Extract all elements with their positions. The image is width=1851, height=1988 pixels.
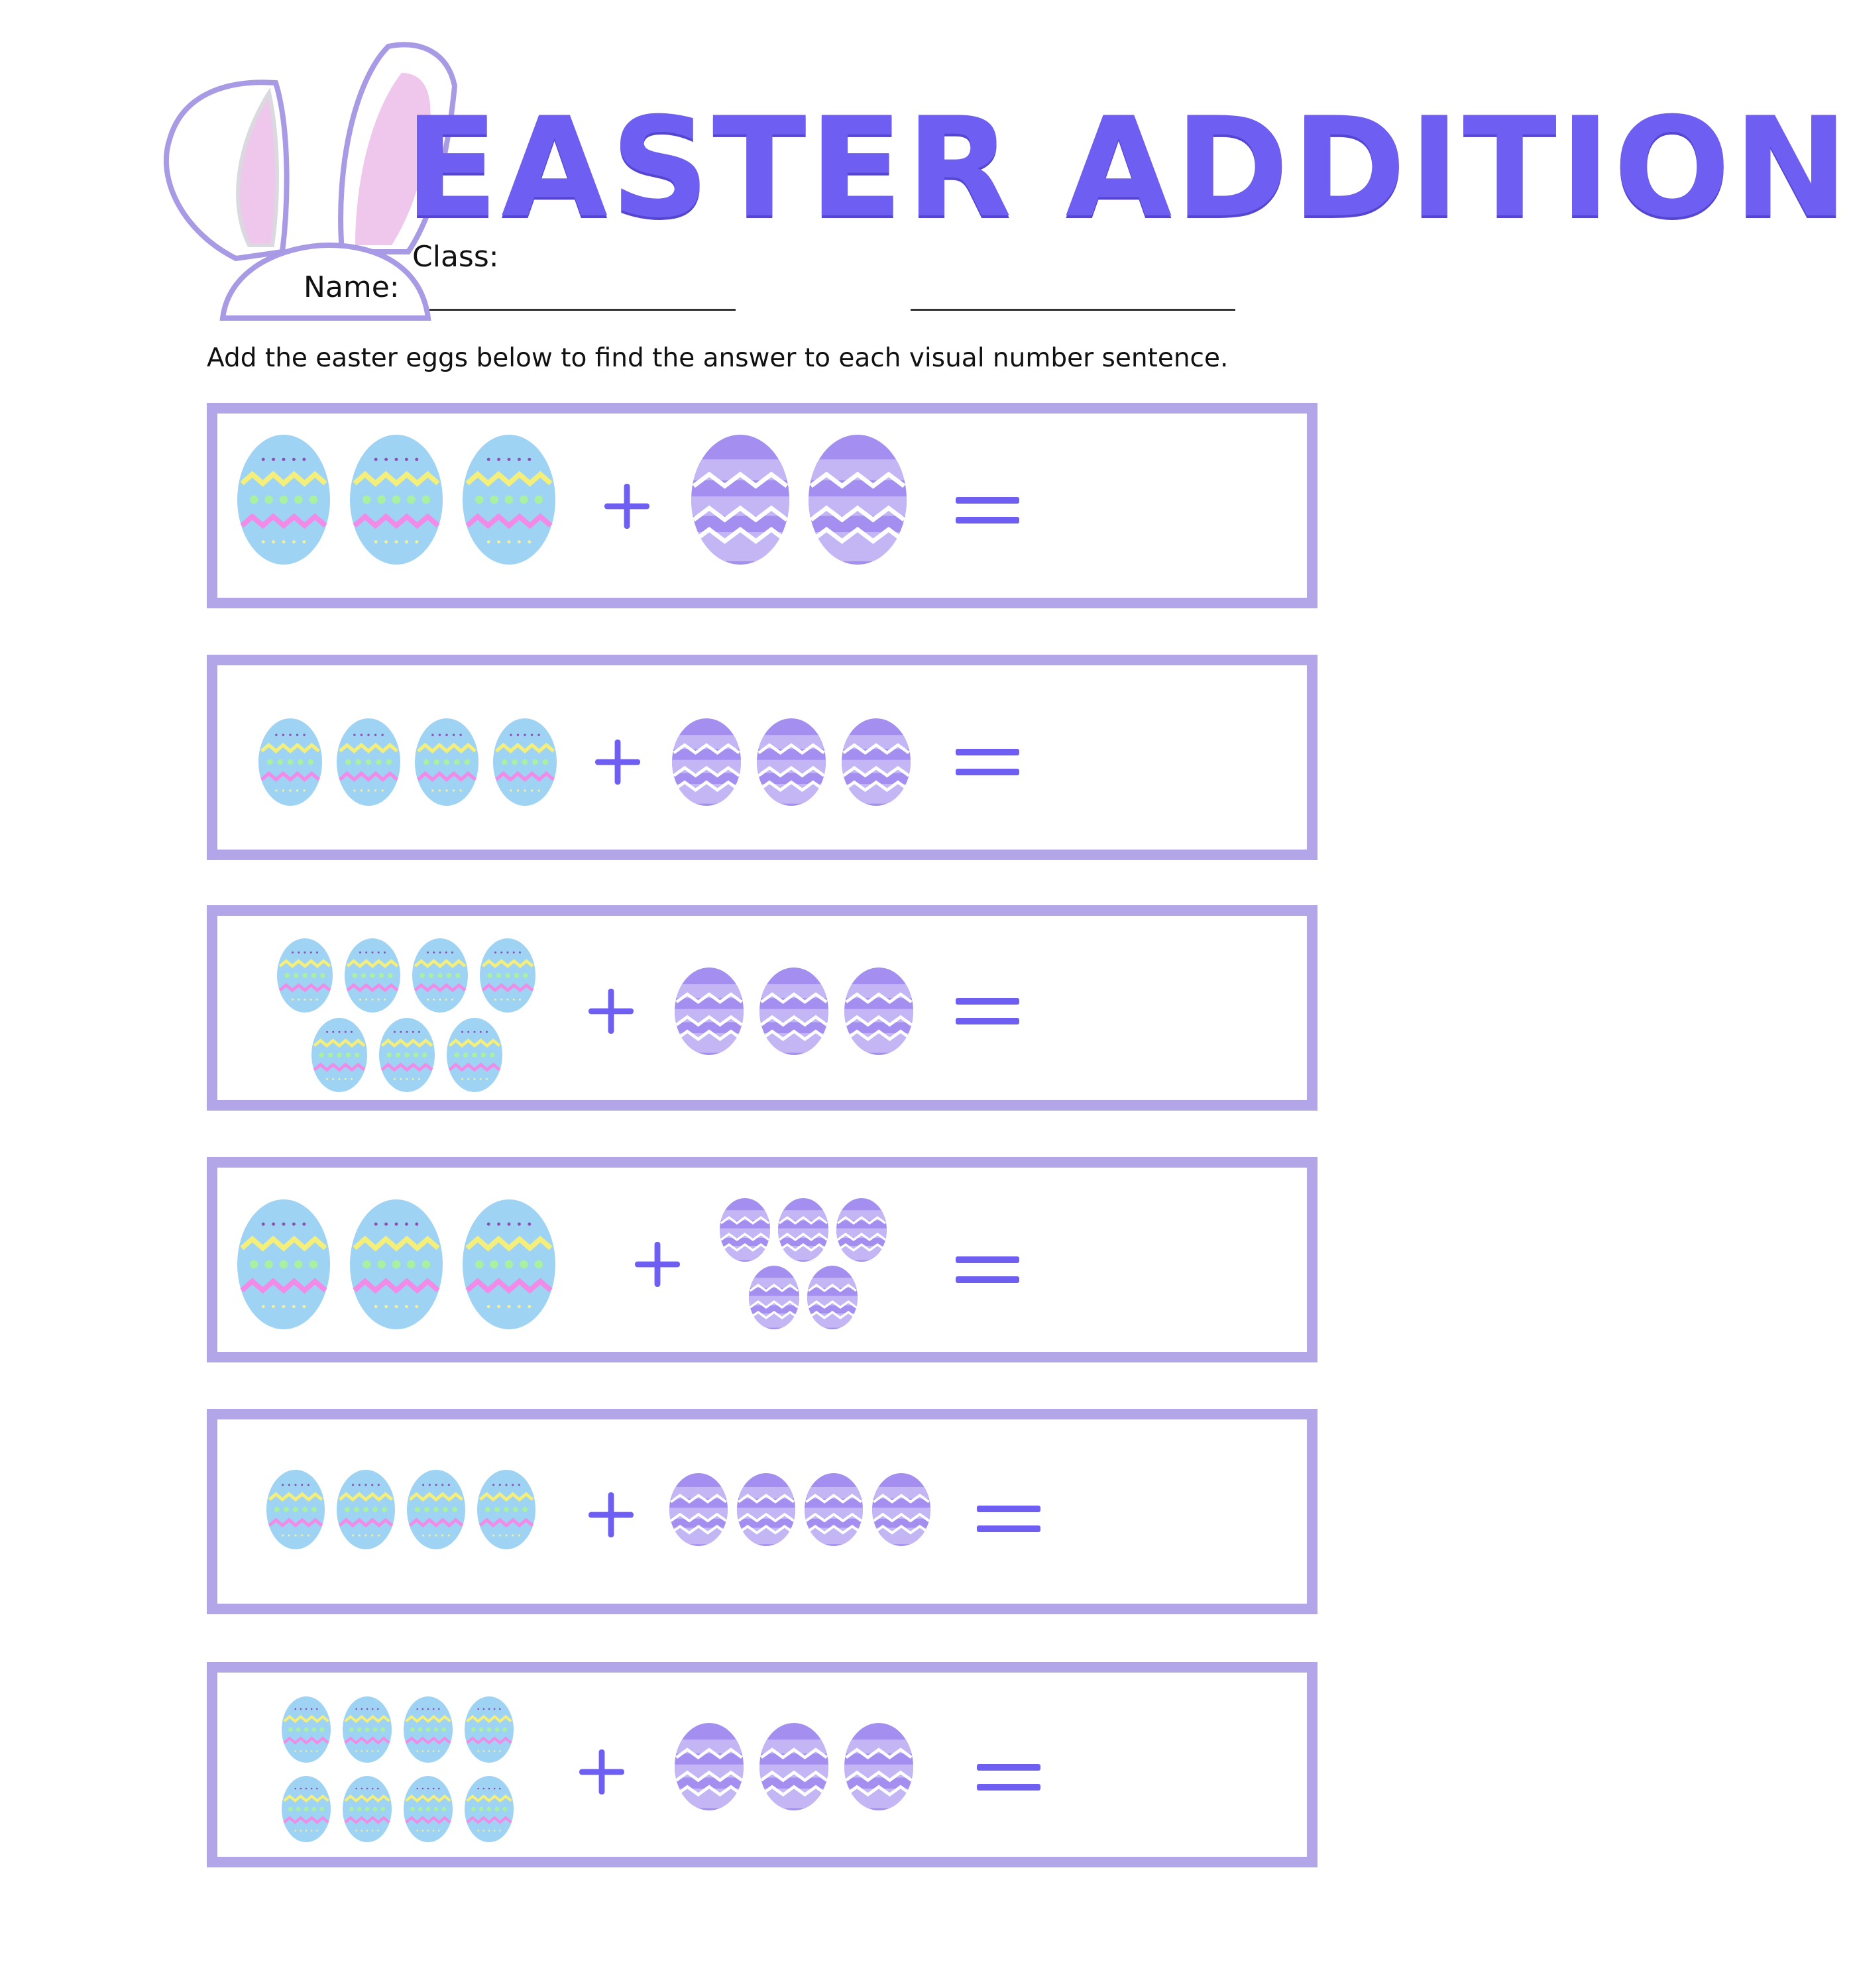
purple-egg-icon (759, 967, 828, 1055)
purple-egg-icon (872, 1473, 930, 1546)
blue-egg-icon (343, 1696, 392, 1763)
equals-sign (956, 497, 1019, 524)
blue-egg-icon (237, 1199, 330, 1329)
equals-sign (977, 1764, 1040, 1791)
purple-egg-icon (809, 435, 907, 565)
purple-egg-icon (675, 967, 744, 1055)
blue-egg-icon (282, 1696, 331, 1763)
problem-eggs (217, 665, 1307, 850)
purple-egg-icon (749, 1266, 799, 1329)
purple-egg-icon (759, 1723, 828, 1810)
blue-egg-icon (412, 938, 468, 1013)
blue-egg-icon (447, 1018, 502, 1092)
problem-eggs (217, 414, 1307, 598)
blue-egg-icon (337, 1470, 395, 1549)
problem-eggs (217, 916, 1307, 1100)
purple-egg-icon (691, 435, 789, 565)
class-write-line[interactable] (911, 309, 1235, 311)
problem-eggs (217, 1673, 1307, 1857)
purple-egg-icon (672, 718, 741, 806)
problem-box (207, 403, 1318, 608)
name-write-line[interactable] (429, 309, 736, 311)
name-label: Name: (304, 270, 400, 304)
blue-egg-icon (480, 938, 535, 1013)
blue-egg-icon (415, 718, 478, 806)
blue-egg-icon (277, 938, 333, 1013)
purple-egg-icon (836, 1198, 887, 1262)
plus-sign (604, 484, 649, 529)
purple-egg-icon (844, 967, 913, 1055)
purple-egg-icon (842, 718, 911, 806)
purple-egg-icon (844, 1723, 913, 1810)
equals-sign (956, 749, 1019, 775)
problem-eggs (217, 1168, 1307, 1352)
class-label: Class: (412, 240, 499, 274)
plus-sign (589, 989, 634, 1034)
blue-egg-icon (493, 718, 557, 806)
purple-egg-icon (757, 718, 826, 806)
blue-egg-icon (350, 435, 443, 565)
purple-egg-icon (720, 1198, 770, 1262)
blue-egg-icon (379, 1018, 435, 1092)
problem-box (207, 1157, 1318, 1362)
plus-sign (579, 1749, 624, 1795)
instructions-text: Add the easter eggs below to find the answer to each visual number sentence. (207, 343, 1229, 373)
blue-egg-icon (465, 1776, 514, 1842)
blue-egg-icon (407, 1470, 465, 1549)
blue-egg-icon (477, 1470, 535, 1549)
blue-egg-icon (350, 1199, 443, 1329)
blue-egg-icon (266, 1470, 325, 1549)
problem-box (207, 655, 1318, 860)
equals-sign (956, 1256, 1019, 1283)
purple-egg-icon (807, 1266, 858, 1329)
blue-egg-icon (345, 938, 400, 1013)
equals-sign (956, 998, 1019, 1024)
blue-egg-icon (282, 1776, 331, 1842)
problem-box (207, 905, 1318, 1111)
blue-egg-icon (311, 1018, 367, 1092)
plus-sign (635, 1242, 680, 1287)
blue-egg-icon (404, 1696, 453, 1763)
plus-sign (589, 1492, 634, 1537)
blue-egg-icon (237, 435, 330, 565)
purple-egg-icon (669, 1473, 728, 1546)
problem-box (207, 1409, 1318, 1614)
blue-egg-icon (337, 718, 400, 806)
purple-egg-icon (805, 1473, 863, 1546)
problem-box (207, 1662, 1318, 1867)
blue-egg-icon (258, 718, 322, 806)
blue-egg-icon (463, 435, 555, 565)
blue-egg-icon (465, 1696, 514, 1763)
problem-eggs (217, 1419, 1307, 1604)
blue-egg-icon (404, 1776, 453, 1842)
equals-sign (977, 1506, 1040, 1532)
blue-egg-icon (343, 1776, 392, 1842)
purple-egg-icon (675, 1723, 744, 1810)
blue-egg-icon (463, 1199, 555, 1329)
purple-egg-icon (737, 1473, 795, 1546)
purple-egg-icon (778, 1198, 828, 1262)
page-title: EASTER ADDITION (404, 88, 1851, 248)
plus-sign (595, 740, 640, 785)
